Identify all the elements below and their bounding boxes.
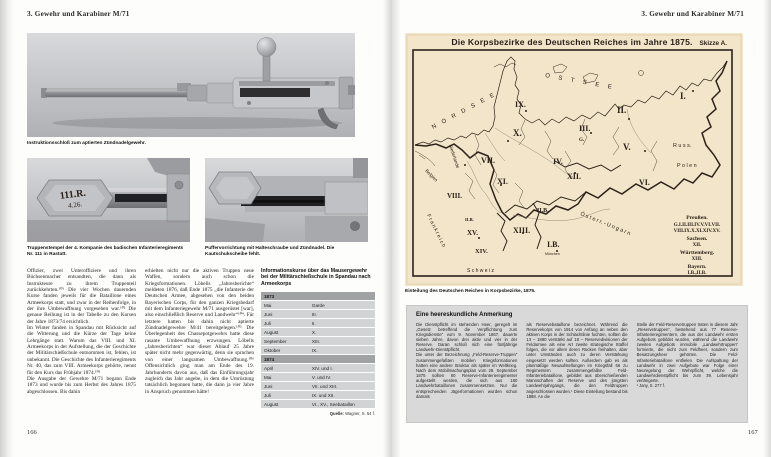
corps-IB: I.B.: [547, 240, 560, 249]
annotation-columns: [416, 322, 738, 399]
page-number-left: 166: [27, 429, 37, 436]
photo-puffervorrichtung: [205, 158, 368, 242]
corps-VII: VII.: [481, 156, 496, 165]
annotation-column-3: [637, 322, 738, 399]
table-row: Mai Garde: [261, 301, 375, 309]
corps-IIB-pfalz: II.B.: [465, 217, 474, 222]
corps-IV: IV.: [553, 157, 563, 166]
page-edge-left: [0, 0, 14, 457]
map-credit-vertical: · · · · · ·: [753, 36, 757, 58]
photo-credit-vertical-left: · · · · · ·: [368, 36, 372, 58]
map-caption: Einteilung des Deutschen Reiches in Korpsbezirke, 1875.: [405, 289, 536, 294]
corps-II: II.: [617, 105, 627, 115]
legend-line: G.I.II.III.IV.V.VI.VII.: [673, 223, 721, 228]
svg-text:4.26.: 4.26.: [67, 200, 83, 210]
legend-line: Preußen.: [686, 215, 708, 221]
korps-map: [405, 33, 743, 286]
photo-truppenstempel: [27, 158, 190, 242]
city-muenchen: München: [545, 252, 560, 256]
table-year-row: 1874: [261, 355, 375, 363]
paragraph: Offizier, zwei Unteroffiziere und ihren Büchsenmacher entsandten, die dann als Instrukteure zu ihrem Truppenteil zurückkehrten.¹⁰¹ Die vier Wochen dauernden Kurse fanden jeweils für die Bataillone eines Armeekorps statt, und zwar in der Reihenfolge, in der ihre Umbewaffnung vorgesehen war.¹⁰² Die genaue Reihung ist in der Tabelle zu den Kursen der Jahre 1873/74 ersichtlich.: [27, 268, 136, 325]
paragraph: erhielten nicht nur die aktiven Truppen neue Waffen, sondern auch schon die Kriegsformationen. Löbells „Jahresberichte“ meldeten 1876, daß Ende 1875 „die Infanterie der Deutschen Armee, abgesehen von den beiden Bayerischen Corps, für den ganzen Kriegsbedarf mit dem Infanteriegewehr M/71 ausgerüstet [war], also einschließlich Reserve und Landwehr“¹⁰⁴. Für letztere hatten bis dahin nicht aptierte Zündnadelgewehre M/41 bereitgelegen.¹⁰⁵ Die Überlegenheit des Chassepotgewehrs hatte diese rasante Umbewaffnung erzwungen. Löbells „Jahresberichten“ war dieser Ablauf 25 Jahre später nicht mehr gegenwärtig, denn sie sprachen von einer langsamen Umbewaffnung.¹⁰⁶ Offensichtlich ging man am Ende des 19. Jahrhunderts davon aus, daß das Einführungsjahr zugleich das Jahr angebe, in dem die Umrüstung tatsächlich begonnen hatte, die dann ja vier Jahre in Anspruch genommen hätte!: [145, 268, 254, 395]
table-row: Juni III.: [261, 310, 375, 318]
body-column-2: [145, 268, 254, 434]
table-row: September XIII.: [261, 337, 375, 345]
table-row: Oktober IX.: [261, 346, 375, 354]
page-edge-right: [763, 0, 771, 457]
table-row: Juni VII. und XIII.: [261, 382, 375, 390]
photo1-caption: Instruktionsschloß zum aptierten Zündnadelgewehr.: [27, 141, 146, 146]
corps-IIB: II.B.: [537, 208, 549, 214]
corps-IX: IX.: [515, 100, 526, 109]
footnote: ¹ Jany, S. 277 f.: [636, 383, 666, 389]
course-table-block: [261, 268, 375, 416]
legend-line: XIII.: [691, 257, 703, 262]
legend-line: Bayern.: [687, 264, 707, 270]
label-ostsee: O S T S E E: [544, 73, 616, 92]
table-row: Juli II.: [261, 319, 375, 327]
page-number-right: 167: [748, 429, 758, 436]
corps-G: G.: [579, 138, 585, 143]
map-sketch-label: Skizze A.: [699, 40, 727, 47]
rifle-bolt-illustration: [27, 33, 355, 137]
body-column-1: [27, 268, 136, 434]
course-table-heading: Informationskurse über das Mausergewehr bei der Militärschießschule in Spandau nach Armeekorps: [261, 268, 371, 287]
legend-line: Württemberg.: [679, 250, 715, 256]
label-polen: P o l e n: [677, 163, 697, 169]
photo-instruktionsschloss: [27, 33, 355, 137]
corps-XV: XV.: [467, 229, 478, 237]
corps-VIII: VIII.: [447, 192, 462, 200]
label-schweiz: S c h w e i z: [467, 268, 494, 274]
legend-line: Sachsen.: [686, 236, 708, 242]
annotation-column-1: [416, 322, 517, 399]
table-row: August X.: [261, 328, 375, 336]
svg-text:111.R.: 111.R.: [59, 187, 87, 202]
corps-XIII: XIII.: [513, 226, 531, 235]
label-nordsee: N O R D S E E: [431, 91, 498, 131]
photo2-caption: Truppenstempel der 4. Kompanie des badischen Infanterieregiments Nr. 111 in Rastatt.: [27, 246, 184, 257]
korps-map-svg: [405, 33, 743, 286]
paragraph: als Reservebataillone bezeichnet. Während die Reservekorps von 1914 von Anfang an neben den aktiven Korps in der Schlachtlinie fochten, sollten die 13 – 1880 verstärkt auf 18 – Reservedivisionen der Feldarmee als eine Art zweite strategische Staffel folgen, die vor allem deren Rücken freihalten, aber unter Umständen auch zu deren Verstärkung eingesetzt werden sollten. Außerdem gab es als planmäßige Neuaufstellungen im Kriegsfall 66 zu Regimentern zusammengefaßte Feld-Infanteriebataillone, gebildet aus überschießenden Mannschaften der Reserve und des jüngsten Landwehrjahrgangs, die den Feldtruppen angeschlossen wurden.¹ Diese Einteilung bestand bis 1888. An die: [526, 321, 628, 399]
stamp-closeup-illustration: [27, 158, 190, 242]
needle-closeup-illustration: [205, 158, 368, 242]
legend-line: I.B.,II.B.: [687, 271, 707, 276]
corps-III: III.: [579, 124, 591, 133]
page-gutter: [383, 0, 401, 457]
photo3-caption: Puffervorrichtung mit Halteschraube und Zündnadel. Die Kautschukscheibe fehlt.: [205, 246, 335, 257]
annotation-column-2: [526, 322, 627, 399]
corps-I: I.: [680, 91, 686, 101]
running-header-left: 3. Gewehr und Karabiner M/71: [27, 10, 130, 18]
paragraph: Die Ausgabe der Gewehre M/71 begann Ende 1873 und wurde bis zum Herbst des Jahres 1875 abgeschlossen. Bis dahin: [27, 375, 136, 395]
annotation-box: [406, 305, 748, 423]
table-row: April XIV. und I.: [261, 364, 375, 372]
paragraph: Die unter der Bezeichnung „Feld-Reserve-Truppen“ zusammengefaßten mobilen Kriegsformationen hatten eine andere Struktur als später im Weltkrieg. Nach dem Mobilmachungsplan vom 28. September 1875 sollten 60 Reserve-Infanterieregimenter aufgestellt werden, die sich aus 180 Landwehrbataillonen zusammensetzten. Nur die entsprechenden Jägerformationen wurden schon damals: [416, 352, 518, 399]
corps-XI: XI.: [497, 177, 508, 186]
label-frankreich: F r a n k r e i c h: [425, 213, 447, 249]
legend-line: VIII.IX.X.XI.XIV.XV.: [673, 229, 721, 234]
table-source: Quelle: Wagner, S. 54 f.: [329, 411, 375, 417]
table-year-row: 1873: [261, 292, 375, 300]
table-row: Juli IX. und XII.: [261, 391, 375, 399]
corps-X: X.: [513, 128, 522, 138]
label-belgien: Belgien: [424, 168, 439, 183]
label-oesterreich-ungarn: Ö s t e r r. - U n g a r n: [579, 211, 632, 237]
table-row: August VI., XV., Seebataillon: [261, 400, 375, 408]
table-row: Mai V. und IV.: [261, 373, 375, 381]
paragraph: Die Dienstpflicht im stehenden Heer, geregelt im „Gesetz betreffend die Verpflichtung zum Kriegsdienste“ vom 9. November 1867, dauerte sieben Jahre, davon drei aktiv und vier in der Reserve. Daran schloß sich eine fünfjährige Landwehr-Dienstpflicht.: [416, 321, 518, 353]
map-title: Die Korpsbezirke des Deutschen Reiches im Jahre 1875.: [451, 37, 693, 47]
paragraph: Stelle der Feld-Reservetruppen traten in diesem Jahr „Reservetruppen“, bestehend aus 77 Reserve-Infanterieregimentern, die aus der Landwehr ersten Aufgebots gebildet wurden, während die Landwehr zweiten Aufgebots immobile „Landwehrtruppen“ formierte, die nicht zum Feldheer, sondern zum Besatzungsheer gehörten. Die Feld-Infanteriebataillone entfielen. Die Aufspaltung der Landwehr in zwei Aufgebote war Folge einer Neuregelung der Wehrpflicht, welche die Landwehrdienstpflicht bis zum 39. Lebensjahr verlängerte.: [636, 321, 738, 384]
corps-XII: XII.: [567, 172, 582, 181]
annotation-heading: Eine heereskundliche Anmerkung: [416, 312, 513, 318]
legend-line: XII.: [692, 243, 702, 248]
corps-VI: VI.: [639, 178, 650, 187]
corps-XIV: XIV.: [475, 248, 488, 255]
label-niederlande: Niederlande: [448, 143, 461, 169]
paragraph: Im Winter fanden in Spandau mit Rücksicht auf die Witterung und die Kürze der Tage keine Lehrgänge statt. Warum das VIII. und XI. Armeekorps in der Aufstellung, die der Geschichte der Militärschießschule entnommen ist, fehlen, ist unbekannt. Die Geschichte des Infanterieregiments Nr. 40, das zum VIII. Armeekorps gehörte, nennt für den Kurs das Frühjahr 1874.¹⁰³: [27, 325, 136, 376]
running-header-right: 3. Gewehr und Karabiner M/71: [641, 10, 744, 18]
corps-V: V.: [623, 142, 631, 152]
course-table: [261, 291, 375, 409]
label-russ: R u s s.: [673, 143, 692, 149]
